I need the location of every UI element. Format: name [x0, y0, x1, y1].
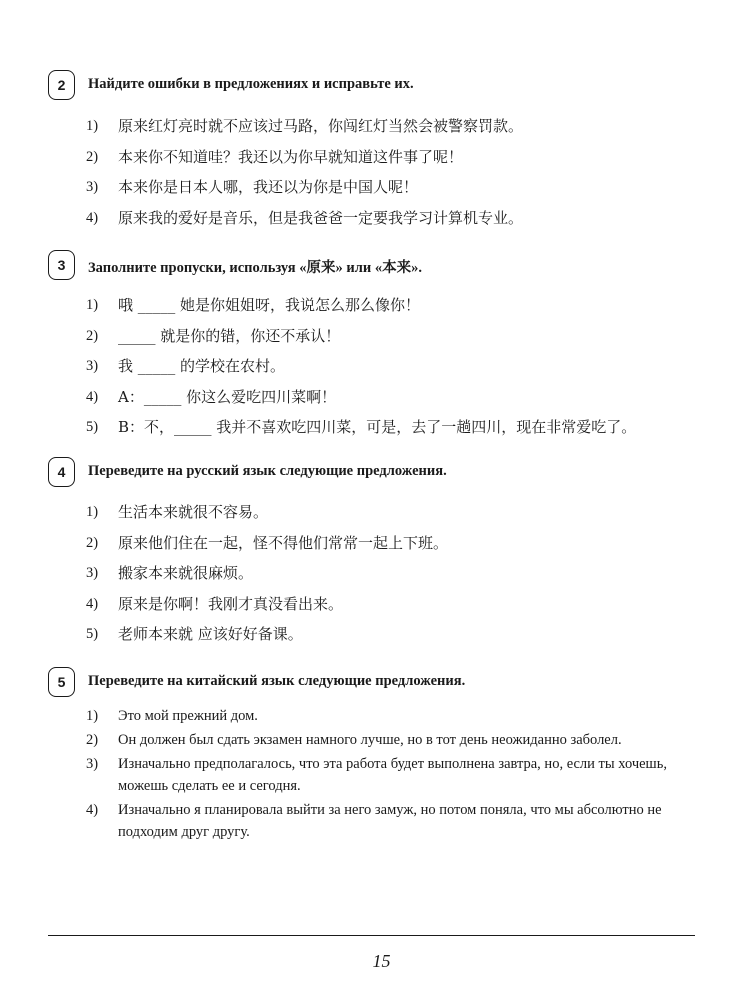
exercise-instruction: Переведите на китайский язык следующие предложения.: [88, 673, 466, 689]
exercise-items: [48, 116, 715, 238]
list-item: [48, 116, 715, 147]
exercise-header: [48, 70, 715, 100]
item-number: 4): [86, 802, 99, 818]
item-text: 原来我的爱好是音乐，但是我爸爸一定要我学习计算机专业。: [118, 208, 524, 227]
item-text: 我 _____ 的学校在农村。: [118, 357, 286, 375]
item-number: 5): [86, 626, 99, 642]
exercise-number-badge: 5: [48, 667, 75, 697]
page-number: 15: [372, 951, 391, 971]
item-text: Изначально я планировала выйти за него замуж, но потом поняла, что мы абсолютно не подходим друг другу.: [118, 802, 662, 840]
list-item: [48, 799, 715, 843]
exercise-items: [48, 705, 715, 843]
list-item: [48, 356, 715, 387]
list-item: [48, 295, 715, 326]
item-number: 2): [86, 148, 99, 165]
item-number: 3): [86, 565, 99, 581]
list-item: [48, 326, 715, 357]
list-item: [48, 502, 715, 533]
item-text: B：不，_____ 我并不喜欢吃四川菜，可是，去了一趟四川，现在非常爱吃了。: [118, 418, 637, 436]
item-text: 本来你是日本人哪，我还以为你是中国人呢！: [118, 178, 419, 196]
exercise-header: [48, 250, 715, 280]
list-item: [48, 594, 715, 625]
list-item: [48, 705, 715, 727]
item-text: _____ 就是你的错，你还不承认！: [118, 326, 341, 345]
list-item: [48, 387, 715, 418]
exercise-number-badge: 4: [48, 457, 75, 487]
exercise-2: [48, 70, 715, 238]
exercise-3: [48, 250, 715, 448]
exercise-instruction: Найдите ошибки в предложениях и исправьте их.: [88, 76, 414, 92]
exercise-instruction: Переведите на русский язык следующие предложения.: [88, 463, 447, 479]
exercise-4: [48, 457, 715, 655]
footer-divider: [48, 935, 695, 936]
item-number: 3): [86, 179, 99, 195]
item-text: 生活本来就很不容易。: [118, 503, 269, 521]
list-item: [48, 147, 715, 178]
item-text: 原来红灯亮时就不应该过马路，你闯红灯当然会被警察罚款。: [118, 117, 524, 135]
item-number: 4): [86, 388, 99, 405]
item-text: Изначально предполагалось, что эта работа будет выполнена завтра, но, если ты хочешь, можешь сделать ее и сегодня.: [118, 756, 667, 794]
item-text: Это мой прежний дом.: [118, 708, 258, 724]
list-item: [48, 624, 715, 655]
exercise-header: [48, 667, 715, 697]
item-number: 3): [86, 358, 99, 374]
list-item: [48, 533, 715, 564]
item-number: 5): [86, 419, 99, 435]
item-number: 1): [86, 297, 99, 313]
list-item: [48, 417, 715, 448]
exercise-5: [48, 667, 715, 845]
item-number: 2): [86, 327, 99, 344]
item-number: 4): [86, 595, 99, 612]
item-number: 1): [86, 118, 99, 134]
exercise-header: [48, 457, 715, 487]
item-text: 老师本来就 应该好好备课。: [118, 625, 303, 643]
list-item: [48, 753, 715, 797]
item-number: 1): [86, 708, 99, 724]
exercise-items: [48, 295, 715, 448]
item-number: 4): [86, 209, 99, 226]
item-number: 1): [86, 504, 99, 520]
list-item: [48, 729, 715, 751]
exercise-instruction: Заполните пропуски, используя «原来» или «本来».: [88, 260, 422, 276]
item-text: 原来是你啊！我刚才真没看出来。: [118, 594, 344, 613]
item-text: 哦 _____ 她是你姐姐呀，我说怎么那么像你！: [118, 296, 421, 314]
list-item: [48, 177, 715, 208]
list-item: [48, 563, 715, 594]
exercise-number-badge: 2: [48, 70, 75, 100]
item-text: A：_____ 你这么爱吃四川菜啊！: [118, 387, 337, 406]
exercise-items: [48, 502, 715, 655]
item-text: 搬家本来就很麻烦。: [118, 564, 254, 582]
item-text: 本来你不知道哇？我还以为你早就知道这件事了呢！: [118, 147, 464, 166]
item-text: Он должен был сдать экзамен намного лучше, но в тот день неожиданно заболел.: [118, 732, 622, 748]
item-text: 原来他们住在一起，怪不得他们常常一起上下班。: [118, 533, 449, 552]
list-item: [48, 208, 715, 239]
item-number: 3): [86, 756, 99, 772]
exercise-number-badge: 3: [48, 250, 75, 280]
item-number: 2): [86, 732, 99, 748]
item-number: 2): [86, 534, 99, 551]
